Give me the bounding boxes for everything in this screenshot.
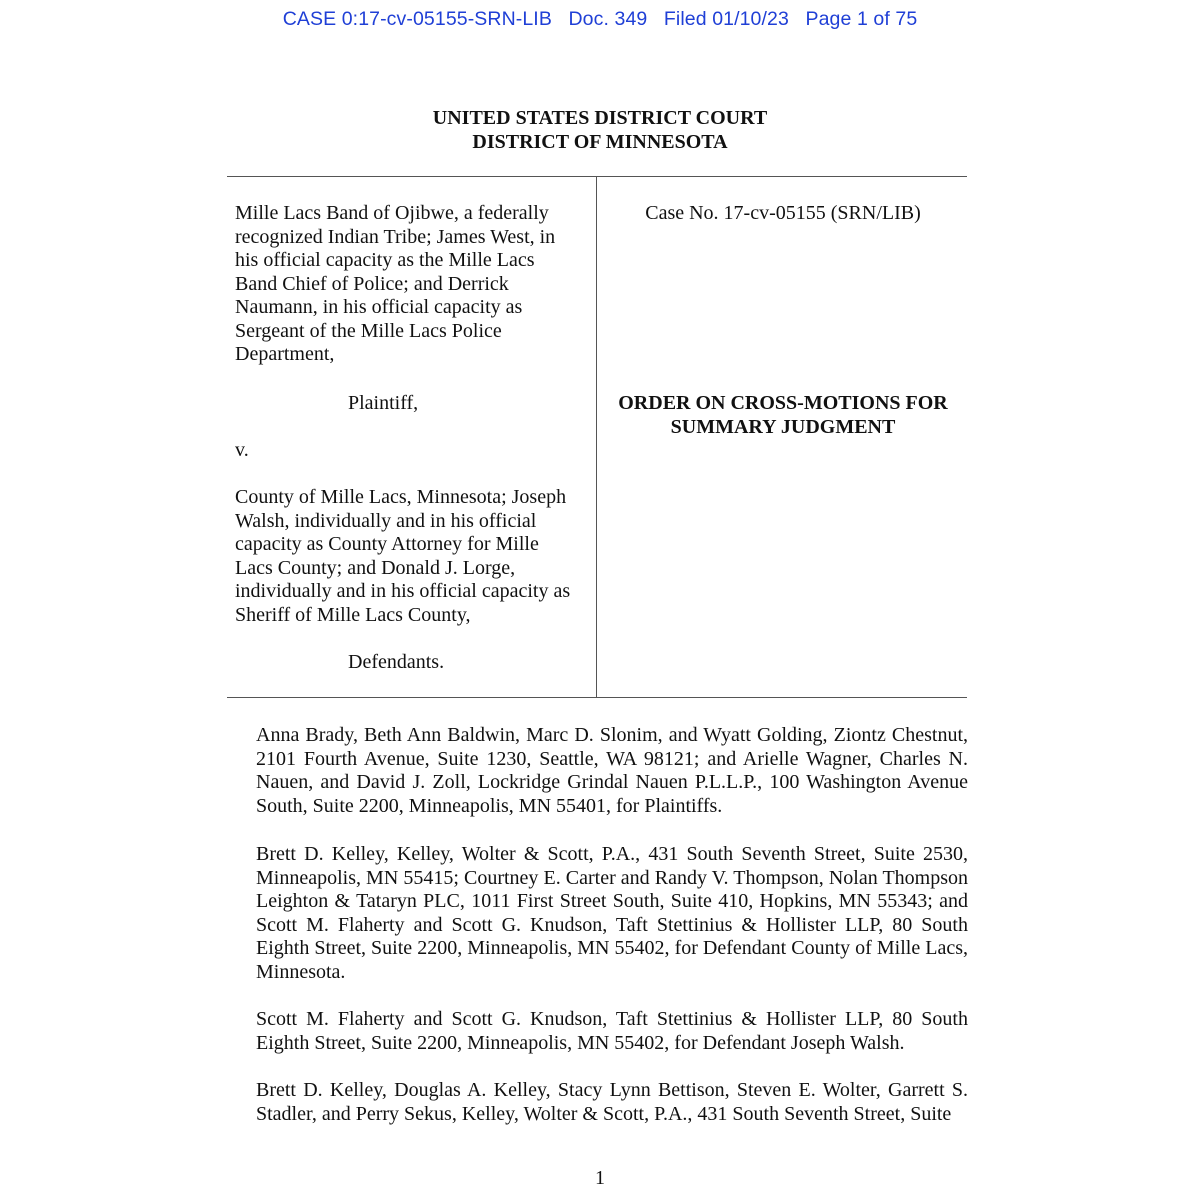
plaintiffs-line: Sergeant of the Mille Lacs Police [235,319,502,342]
plaintiffs-line: Mille Lacs Band of Ojibwe, a federally [235,202,549,224]
versus-label: v. [235,439,249,461]
plaintiffs-line: recognized Indian Tribe; James West, in [235,225,556,248]
ecf-doc-number: Doc. 349 [568,8,648,30]
caption-divider [596,177,597,698]
plaintiffs-line: his official capacity as the Mille Lacs [235,249,535,271]
plaintiff-label: Plaintiff, [348,392,419,414]
defendants-line: County of Mille Lacs, Minnesota; Joseph [235,486,567,508]
order-title-line: ORDER ON CROSS-MOTIONS FOR [618,392,948,414]
defendant-label: Defendants. [348,651,445,673]
defendants-line: individually and in his official capacity as [235,580,571,602]
caption-top-rule [227,176,967,177]
ecf-page-count: Page 1 of 75 [805,8,918,30]
counsel-plaintiffs: Anna Brady, Beth Ann Baldwin, Marc D. Slonim, and Wyatt Golding, Ziontz Chestnut, 2101 Fourth Avenue, Suite 1230, Seattle, WA 98121; and Arielle Wagner, Charles N. Nauen, and David J. Zoll, Lockridge Grindal Nauen P.L.L.P., 100 Washington Avenue South, Suite 2200, Minneapolis, MN 55401, for Plaintiffs. [256,724,968,817]
ecf-filing-header [0,8,1200,31]
court-title [0,106,1200,154]
ecf-filed-date: Filed 01/10/23 [663,8,789,30]
defendants-line: capacity as County Attorney for Mille [235,533,539,555]
order-title-line: SUMMARY JUDGMENT [670,415,896,438]
defendants-line: Lacs County; and Donald J. Lorge, [235,556,516,579]
counsel-lorge: Brett D. Kelley, Douglas A. Kelley, Stacy Lynn Bettison, Steven E. Wolter, Garrett S. Stadler, and Perry Sekus, Kelley, Wolter & Scott, P.A., 431 South Seventh Street, Suite [256,1079,968,1125]
caption-bottom-rule [227,697,967,698]
order-title [598,392,968,439]
counsel-county: Brett D. Kelley, Kelley, Wolter & Scott, P.A., 431 South Seventh Street, Suite 2530, Minneapolis, MN 55415; Courtney E. Carter and Randy V. Thompson, Nolan Thompson Leighton & Tataryn PLC, 1011 First Street South, Suite 410, Hopkins, MN 55343; and Scott M. Flaherty and Scott G. Knudson, Taft Stettinius & Hollister LLP, 80 South Eighth Street, Suite 2200, Minneapolis, MN 55402, for Defendant County of Mille Lacs, Minnesota. [256,843,968,983]
ecf-case-number: CASE 0:17-cv-05155-SRN-LIB [282,8,552,30]
page-number: 1 [595,1167,605,1189]
plaintiffs-line: Naumann, in his official capacity as [235,296,523,318]
defendants-line: Sheriff of Mille Lacs County, [235,603,471,626]
court-district: DISTRICT OF MINNESOTA [472,131,728,153]
plaintiffs-line: Band Chief of Police; and Derrick [235,272,509,295]
case-number: Case No. 17-cv-05155 (SRN/LIB) [645,202,921,224]
plaintiffs-block [235,202,555,367]
counsel-walsh: Scott M. Flaherty and Scott G. Knudson, Taft Stettinius & Hollister LLP, 80 South Eighth Street, Suite 2200, Minneapolis, MN 55402, for Defendant Joseph Walsh. [256,1008,968,1054]
defendants-block [235,486,570,627]
court-name: UNITED STATES DISTRICT COURT [432,107,768,129]
plaintiffs-line: Department, [235,343,335,365]
defendants-line: Walsh, individually and in his official [235,509,537,532]
